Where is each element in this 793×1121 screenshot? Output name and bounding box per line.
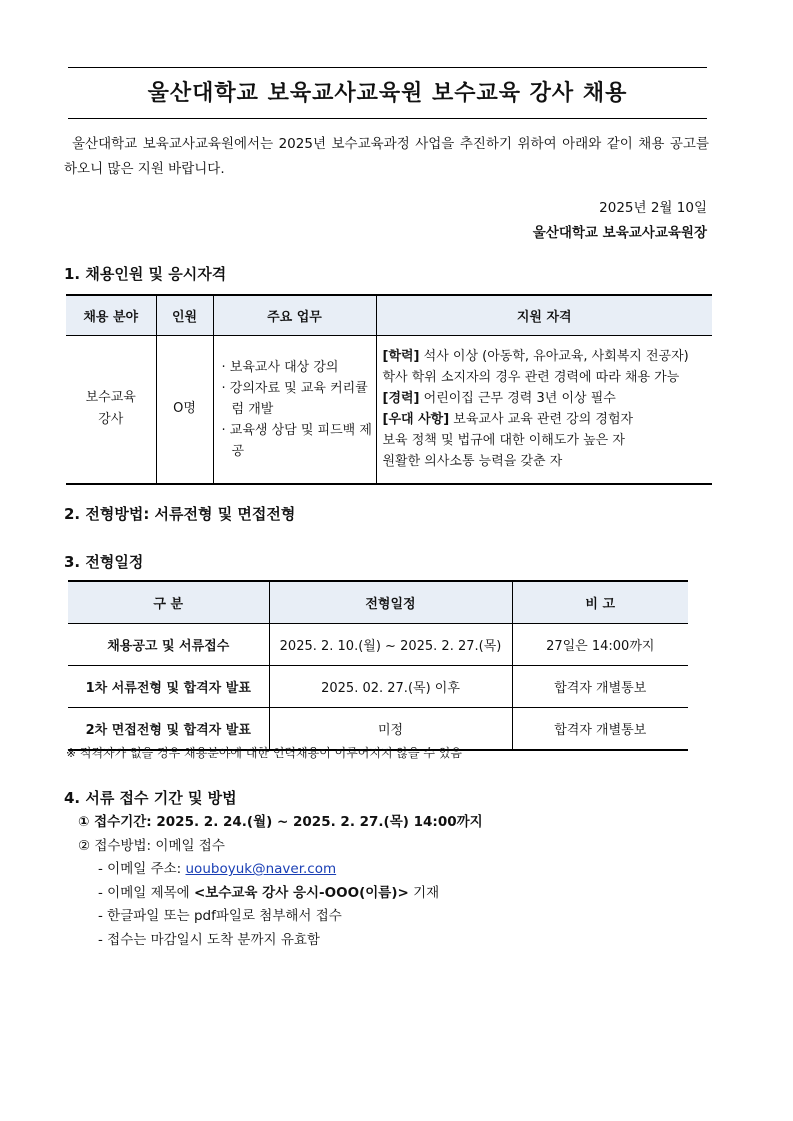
duties-cell <box>213 336 376 484</box>
deadline-line: - 접수는 마감일시 도착 분까지 유효함 <box>98 931 320 948</box>
col-header-qualifications: 지원 자격 <box>376 295 712 336</box>
career-tag: [경력] <box>382 391 420 407</box>
title-top-rule <box>68 67 707 68</box>
email-line: - 이메일 주소: uouboyuk@naver.com <box>98 861 337 877</box>
duty-item: · 교육생 상담 및 피드백 제공 <box>221 422 372 459</box>
application-steps <box>78 811 483 952</box>
schedule-footnote: ※ 적격자가 없을 경우 채용분야에 대한 인력채용이 이루어지지 않을 수 있음 <box>66 746 462 760</box>
col-header-duties: 주요 업무 <box>213 295 376 336</box>
col-header-field: 채용 분야 <box>66 295 156 336</box>
page-title: 울산대학교 보육교사교육원 보수교육 강사 채용 <box>147 81 628 106</box>
email-link[interactable]: uouboyuk@naver.com <box>185 861 337 877</box>
duty-item: · 강의자료 및 교육 커리큘럼 개발 <box>221 380 368 417</box>
preference-tag: [우대 사항] <box>382 412 450 428</box>
count-cell: O명 <box>156 336 213 484</box>
table-row: 채용공고 및 서류접수 2025. 2. 10.(월) ~ 2025. 2. 27.(목) 27일은 14:00까지 <box>68 624 688 666</box>
table-row: 2차 면접전형 및 합격자 발표 미정 합격자 개별통보 <box>68 708 688 751</box>
intro-paragraph: 울산대학교 보육교사교육원에서는 2025년 보수교육과정 사업을 추진하기 위하여 아래와 같이 채용 공고를 하오니 많은 지원 바랍니다. <box>64 136 709 177</box>
table-row: 1차 서류전형 및 합격자 발표 2025. 02. 27.(목) 이후 합격자 개별통보 <box>68 666 688 708</box>
section2-heading: 2. 전형방법: 서류전형 및 면접전형 <box>64 505 296 523</box>
title-bottom-rule <box>68 118 707 119</box>
col-header-remarks: 비 고 <box>512 581 688 624</box>
issuer: 울산대학교 보육교사교육원장 <box>532 225 707 241</box>
section1-heading: 1. 채용인원 및 응시자격 <box>64 265 227 283</box>
application-period: ① 접수기간: 2025. 2. 24.(월) ~ 2025. 2. 27.(목) 14:00까지 <box>78 814 483 830</box>
email-subject-line: - 이메일 제목에 <보수교육 강사 응시-OOO(이름)> 기재 <box>98 884 440 901</box>
col-header-category: 구 분 <box>68 581 269 624</box>
schedule-table <box>68 580 688 751</box>
edu-tag: [학력] <box>382 349 420 365</box>
notice-date: 2025년 2월 10일 <box>599 200 707 216</box>
field-cell: 보수교육 강사 <box>66 336 156 484</box>
qualifications-cell: [학력] 석사 이상 (아동학, 유아교육, 사회복지 전공자) 학사 학위 소지자의 경우 관련 경력에 따라 채용 가능 [경력] 어린이집 근무 경력 3년 이상 필수 [우대 사항] 보육교사 교육 관련 강의 경험자 보육 정책 및 법규에 대한 이해도가 높은 자 원활한 의사소통 능력을 갖춘 자 <box>376 336 712 484</box>
file-format-line: - 한글파일 또는 pdf파일로 첨부해서 접수 <box>98 908 342 924</box>
col-header-count: 인원 <box>156 295 213 336</box>
section4-heading: 4. 서류 접수 기간 및 방법 <box>64 789 237 807</box>
section3-heading: 3. 전형일정 <box>64 553 144 571</box>
application-method: ② 접수방법: 이메일 접수 <box>78 837 225 854</box>
recruitment-table <box>66 294 712 485</box>
duty-item: · 보육교사 대상 강의 <box>221 359 339 375</box>
col-header-schedule: 전형일정 <box>269 581 512 624</box>
